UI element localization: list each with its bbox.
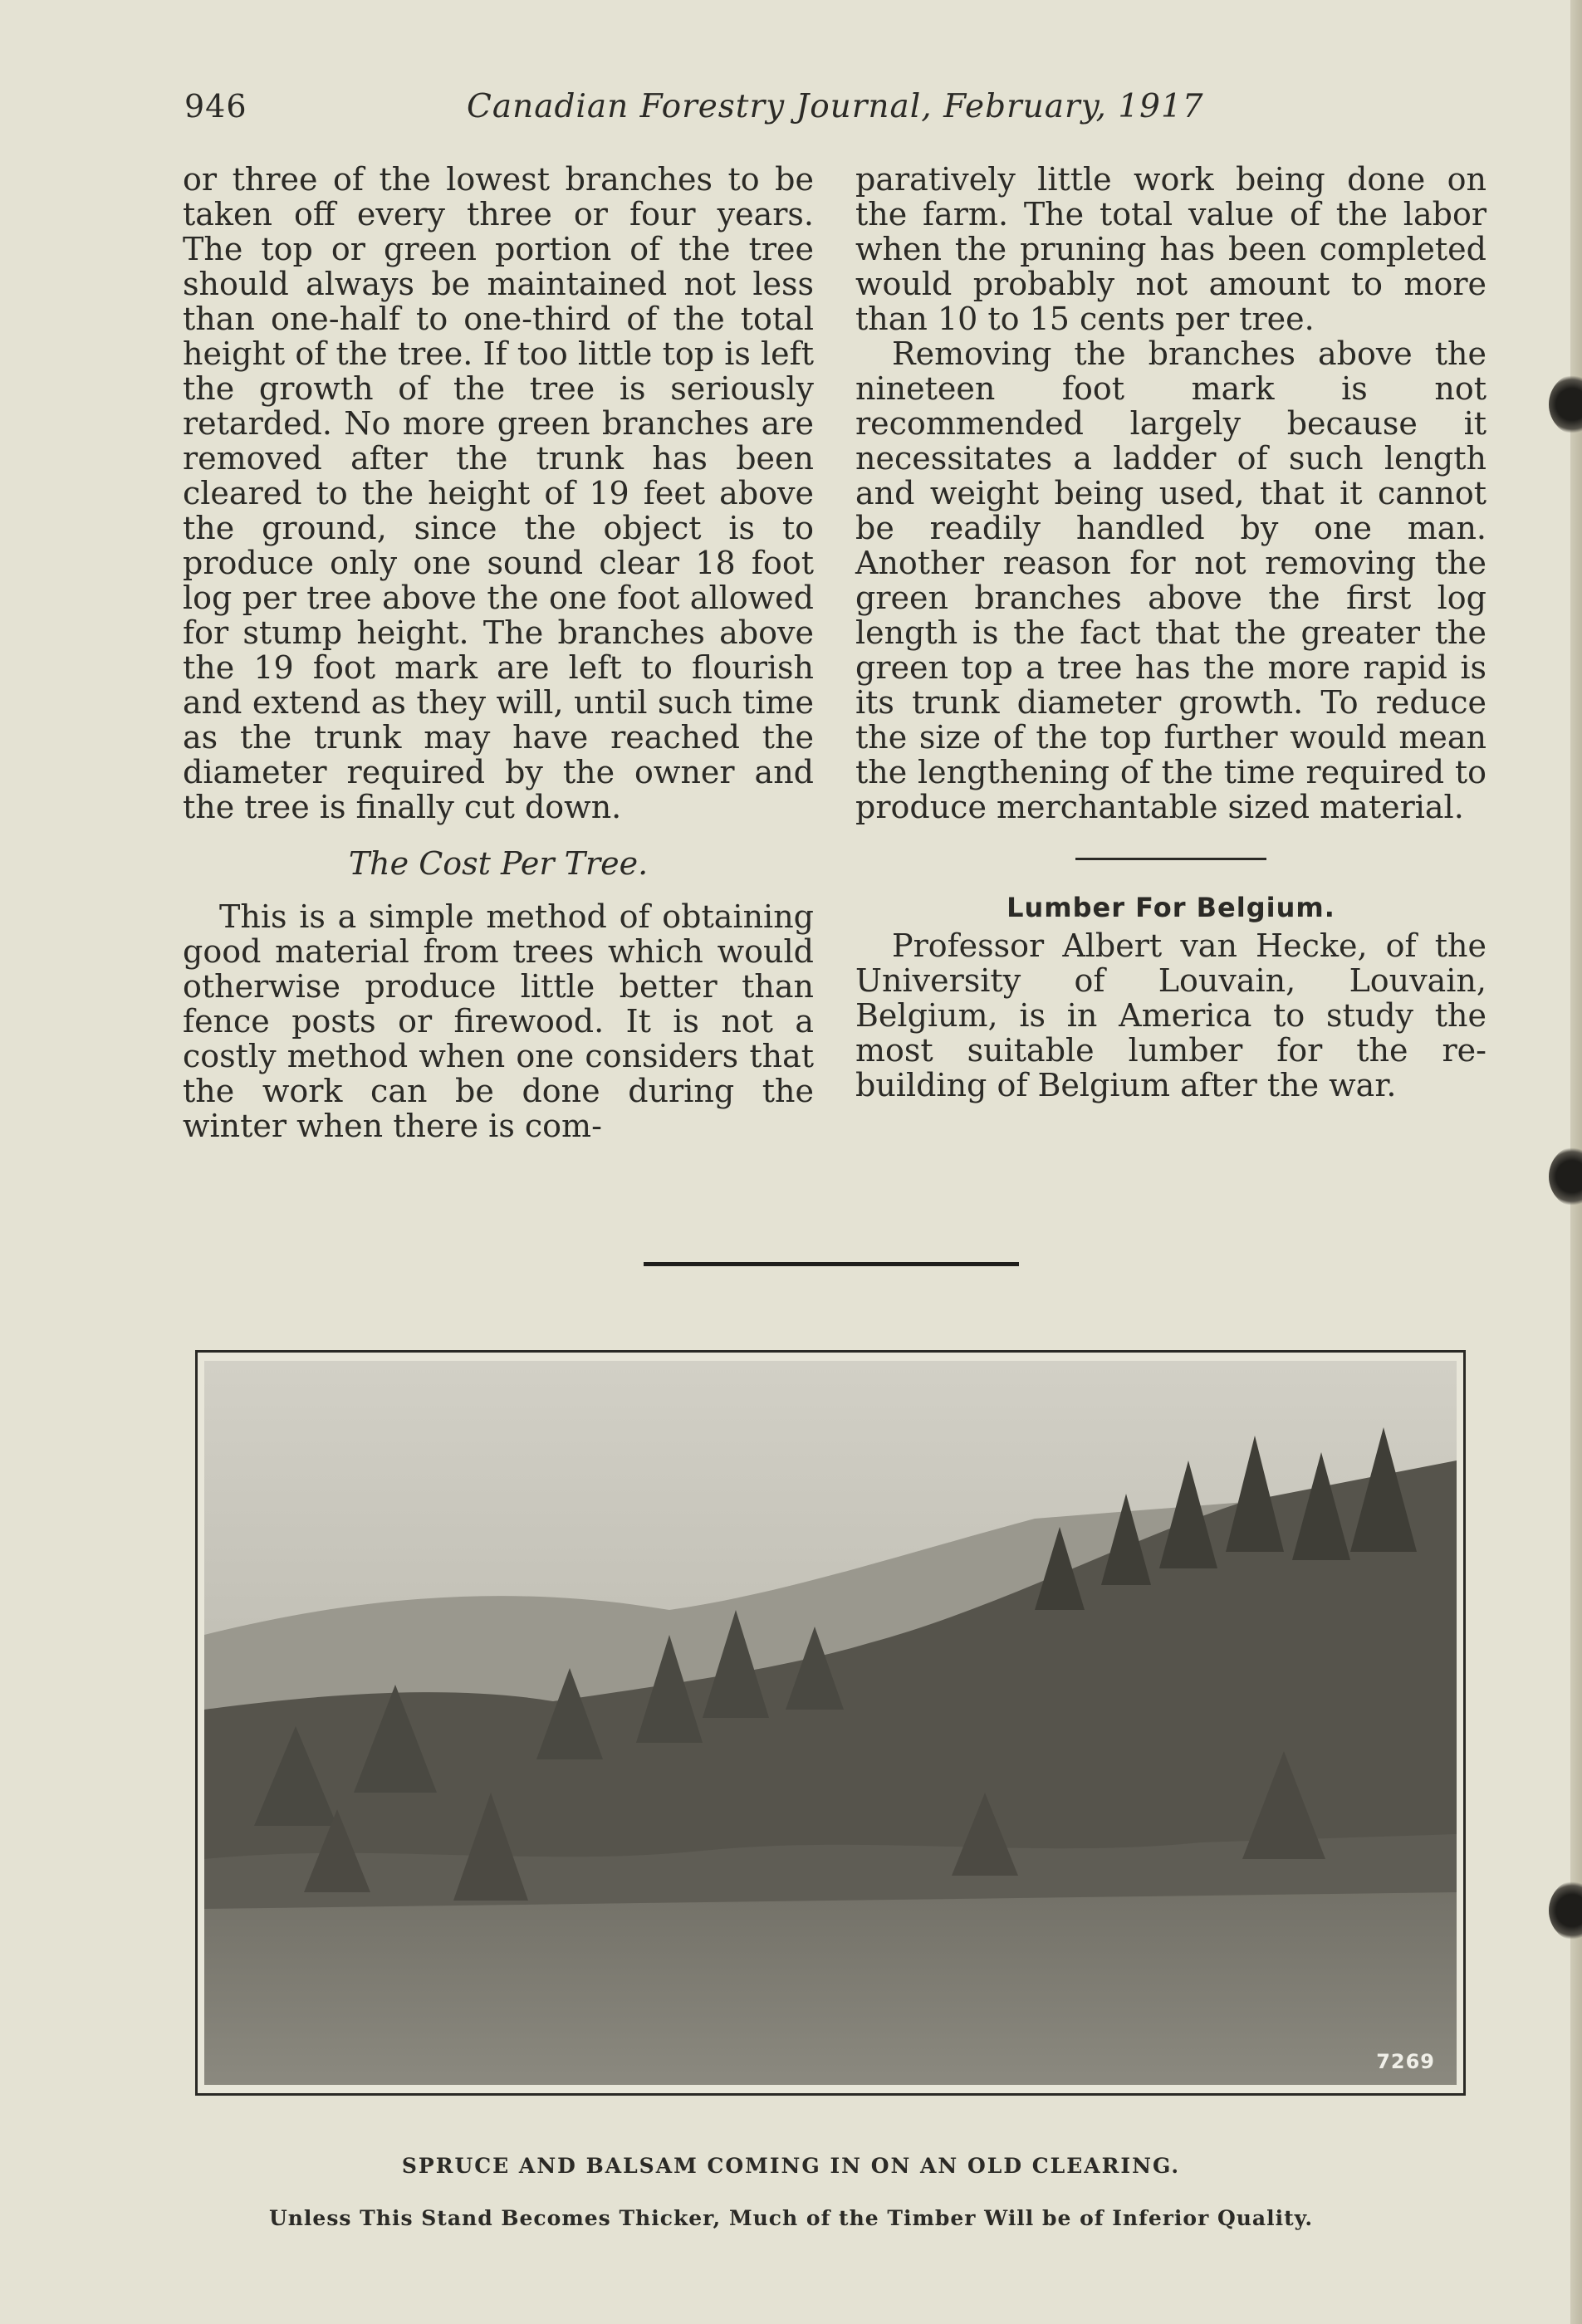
figure-subcaption: Unless This Stand Becomes Thicker, Much of the Timber Will be of Inferior Quality. [268, 2206, 1314, 2230]
left-column [183, 162, 814, 1143]
forest-photo [204, 1361, 1457, 2085]
paragraph: paratively little work being done on the farm. The total value of the labor when the pruning has been completed would probably not amount to more than 10 to 15 cents per tree. [855, 161, 1486, 337]
section-heading: The Cost Per Tree. [348, 845, 649, 882]
binding-hole [1549, 1878, 1582, 1943]
divider [644, 1262, 1019, 1266]
photo-figure [195, 1350, 1466, 2096]
forest-photo-image [204, 1361, 1457, 2085]
journal-title: Canadian Forestry Journal, February, 1917 [467, 88, 1204, 125]
section-heading: Lumber For Belgium. [1007, 892, 1335, 923]
paragraph: This is a simple method of obtaining good material from trees which would otherwise produce little better than fence posts or firewood. It is not a costly method when one considers that the work can be done during the winter when there is com- [183, 898, 814, 1144]
page-number: 946 [184, 88, 247, 125]
binding-hole [1549, 1144, 1582, 1209]
paragraph: Professor Albert van Hecke, of the University of Louvain, Louvain, Belgium, is in America to study the most suitable lumber for the re-building of Belgium after the war. [855, 927, 1486, 1103]
paragraph: Removing the branches above the nineteen foot mark is not recommended largely because it necessitates a ladder of such length and weight being used, that it cannot be readily handled by one man. Another reason for not removing the green branches above the first log length is the fact that the greater the green top a tree has the more rapid is its trunk diameter growth. To reduce the size of the top further would mean the lengthening of the time required to produce merchantable sized material. [855, 335, 1486, 825]
divider [1075, 858, 1266, 860]
running-head [184, 80, 1214, 138]
plate-number: 7269 [1376, 2050, 1435, 2073]
figure-caption: SPRUCE AND BALSAM COMING IN ON AN OLD CLEARING. [401, 2154, 1181, 2178]
paragraph: or three of the lowest branches to be taken off every three or four years. The top or green portion of the tree should always be maintained not less than one-half to one-third of the total height of the tree. If too little top is left the growth of the tree is seriously retarded. No more green branches are removed after the trunk has been cleared to the height of 19 feet above the ground, since the object is to produce only one sound clear 18 foot log per tree above the one foot allowed for stump height. The branches above the 19 foot mark are left to flourish and extend as they will, until such time as the trunk may have reached the diameter required by the owner and the tree is finally cut down. [183, 161, 814, 825]
right-column [855, 162, 1486, 1103]
binding-hole [1549, 372, 1582, 437]
